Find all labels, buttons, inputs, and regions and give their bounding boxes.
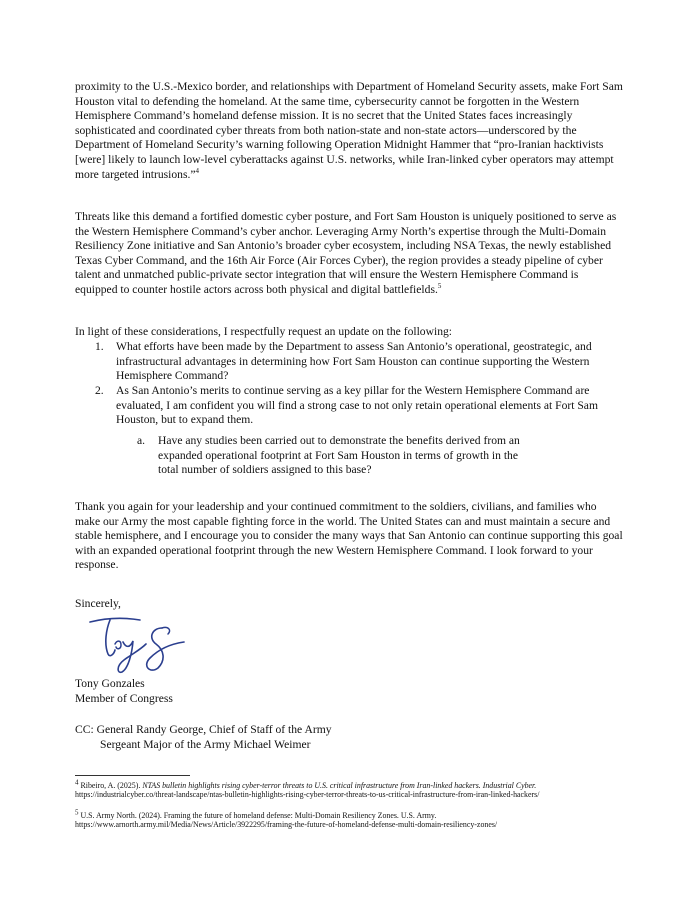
footnote-ref-5[interactable]: 5	[437, 282, 442, 291]
footnote-4-title: NTAS bulletin highlights rising cyber-terror threats to U.S. critical infrastructure from Iran-linked hackers. Industrial Cyber.	[142, 781, 537, 790]
footnote-4-number: 4	[75, 778, 79, 787]
paragraph-closing: Thank you again for your leadership and your continued commitment to the soldiers, civilians, and families who make our Army the most capable fighting force in the world. The United States can and must maintain a secure and stable hemisphere, and I encourage you to consider the many ways that San Antonio can continue supporting this goal with an expanded operational footprint through the new Western Hemisphere Command. I look forward to your response.	[75, 500, 623, 572]
list-item-text: As San Antonio’s merits to continue serving as a key pillar for the Western Hemisphere Command are evaluated, I am confident you will find a strong case to not only retain operational elements at Fort Sam Houston, but to expand them.	[116, 384, 598, 427]
signer-title: Member of Congress	[75, 692, 173, 705]
paragraph-cyber-mission	[75, 80, 623, 182]
salutation: Sincerely,	[75, 597, 121, 610]
footnote-divider	[75, 775, 190, 776]
footnote-4-link[interactable]: https://industrialcyber.co/threat-landscape/ntas-bulletin-highlights-rising-cyber-terror-threats-to-us-critical-infrastructure-from-iran-linked-hackers/	[75, 790, 540, 800]
list-marker: 1.	[95, 340, 104, 353]
signer-name: Tony Gonzales	[75, 677, 145, 690]
sub-list-marker: a.	[137, 434, 146, 447]
footnote-5	[75, 808, 623, 830]
sub-list-item-text: Have any studies been carried out to demonstrate the benefits derived from an expanded operational footprint at Fort Sam Houston in terms of growth in the total number of soldiers assigned to this base?	[158, 434, 520, 477]
cc-line-1: CC: General Randy George, Chief of Staff of the Army	[75, 723, 332, 736]
list-marker: 2.	[95, 384, 104, 397]
signature-image	[88, 614, 198, 676]
footnote-4-author: Ribeiro, A. (2025).	[80, 781, 141, 790]
list-item-text: What efforts have been made by the Department to assess San Antonio’s operational, geostrategic, and infrastructural advantages in determining how Fort Sam Houston can continue supporting the Western Hemisphere Command?	[116, 340, 592, 383]
footnote-5-number: 5	[75, 808, 79, 817]
footnote-5-text: U.S. Army North. (2024). Framing the future of homeland defense: Multi-Domain Resiliency Zones. U.S. Army.	[80, 811, 437, 820]
footnote-ref-4[interactable]: 4	[195, 166, 200, 175]
paragraph-request-intro: In light of these considerations, I respectfully request an update on the following:	[75, 325, 453, 338]
footnote-5-link[interactable]: https://www.arnorth.army.mil/Media/News/Article/3922295/framing-the-future-of-homeland-defense-multi-domain-resiliency-zones/	[75, 820, 498, 830]
cc-line-2: Sergeant Major of the Army Michael Weimer	[100, 738, 311, 751]
paragraph-cyber-anchor-text: Threats like this demand a fortified domestic cyber posture, and Fort Sam Houston is uniquely positioned to serve as the Western Hemisphere Command’s cyber anchor. Leveraging Army North’s expertise through the Multi-Domain Resiliency Zone initiative and San Antonio’s broader cyber ecosystem, including NSA Texas, the newly established Texas Cyber Command, and the 16th Air Force (Air Forces Cyber), the region provides a steady pipeline of cyber talent and unmatched public-private sector integration that will ensure the Western Hemisphere Command is equipped to counter hostile actors across both physical and digital battlefields.	[75, 210, 617, 296]
footnote-4	[75, 778, 623, 800]
paragraph-cyber-anchor	[75, 210, 623, 298]
paragraph-cyber-mission-text: proximity to the U.S.-Mexico border, and relationships with Department of Homeland Security assets, make Fort Sam Houston vital to defending the homeland. At the same time, cybersecurity cannot be forgotten in the Western Hemisphere Command’s homeland defense mission. It is no secret that the United States faces increasingly sophisticated and coordinated cyber threats from both nation-state and non-state actors—underscored by the Department of Homeland Security’s warning following Operation Midnight Hammer that “pro-Iranian hacktivists [were] likely to launch low-level cyberattacks against U.S. networks, while Iran-linked cyber operators may attempt more targeted intrusions.”	[75, 80, 623, 181]
